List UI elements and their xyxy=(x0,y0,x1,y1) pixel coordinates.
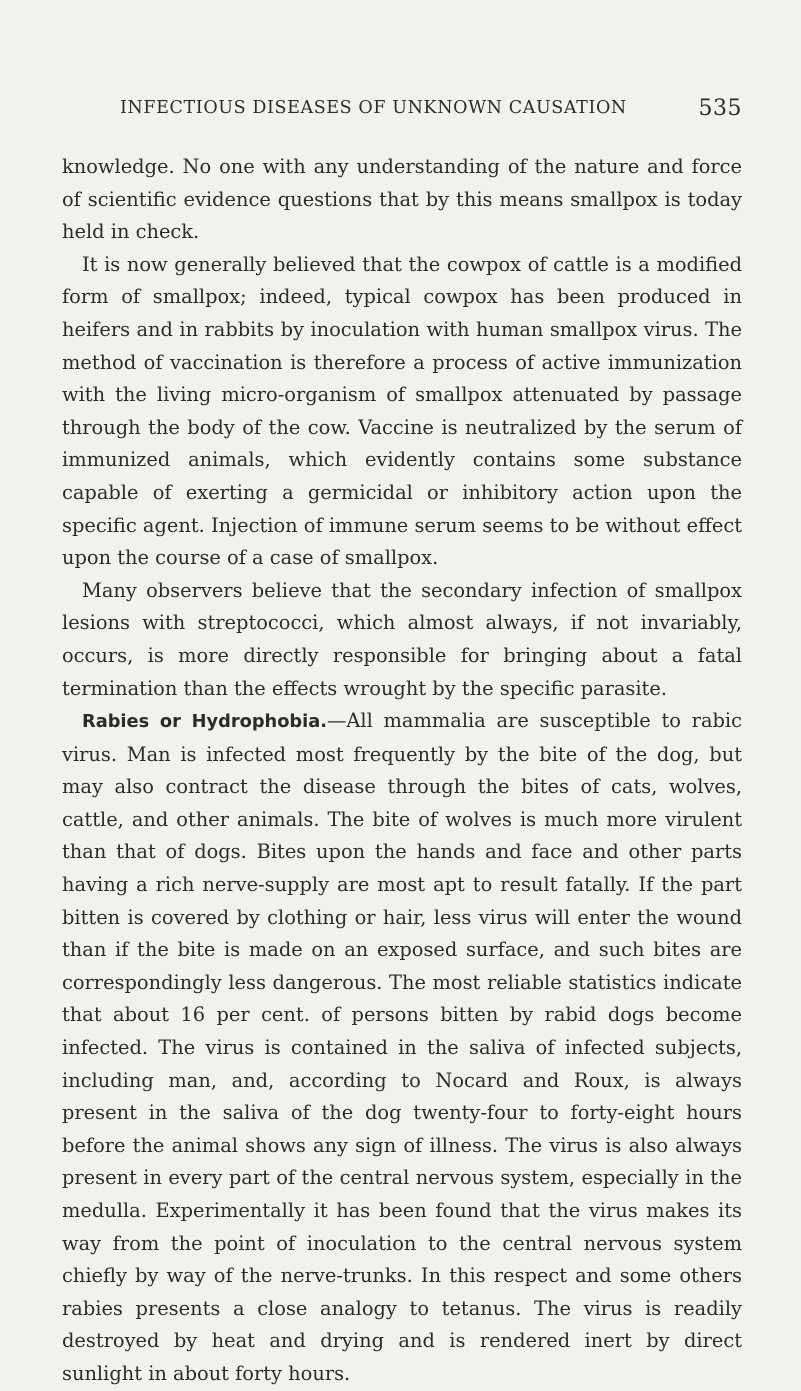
page-number: 535 xyxy=(698,96,742,121)
running-head xyxy=(62,98,742,138)
paragraph-cowpox xyxy=(62,249,742,575)
paragraph-continuation xyxy=(62,151,742,249)
section-heading-rabies: Rabies or Hydrophobia. xyxy=(82,711,328,733)
body-text xyxy=(62,151,742,1391)
book-page xyxy=(62,98,742,1391)
paragraph-rabies xyxy=(62,705,742,1390)
paragraph-text: Many observers believe that the secondary infection of smallpox lesions with streptococci, which almost always, if not invariably, occurs, is more directly responsible for bringing about a fatal termination than the effects wrought by the specific parasite. xyxy=(62,578,742,700)
paragraph-text: —All mammalia are susceptible to rabic virus. Man is infected most frequently by the bite of the dog, but may also contract the disease through the bites of cats, wolves, cattle, and other animals. The bite of wolves is much more virulent than that of dogs. Bites upon the hands and face and other parts having a rich nerve-supply are most apt to result fatally. If the part bitten is covered by clothing or hair, less virus will enter the wound than if the bite is made on an exposed surface, and such bites are correspondingly less dangerous. The most reliable statistics indicate that about 16 per cent. of persons bitten by rabid dogs become infected. The virus is contained in the saliva of infected subjects, including man, and, according to Nocard and Roux, is always present in the saliva of the dog twenty-four to forty-eight hours before the animal shows any sign of illness. The virus is also always present in every part of the central nervous system, especially in the medulla. Experimentally it has been found that the virus makes its way from the point of inoculation to the central nervous system chiefly by way of the nerve-trunks. In this respect and some others rabies presents a close analogy to tetanus. The virus is readily destroyed by heat and drying and is rendered inert by direct sunlight in about forty hours. xyxy=(62,709,742,1385)
paragraph-text: It is now generally believed that the cowpox of cattle is a modified form of smallpox; indeed, typical cowpox has been produced in heifers and in rabbits by inoculation with human smallpox virus. The method of vaccination is therefore a process of active immunization with the living micro-organism of smallpox attenuated by passage through the body of the cow. Vaccine is neutralized by the serum of immunized animals, which evidently contains some substance capable of exerting a germicidal or inhibitory action upon the specific agent. Injection of immune serum seems to be without effect upon the course of a case of smallpox. xyxy=(62,252,742,570)
paragraph-text: knowledge. No one with any understanding of the nature and force of scientific evidence questions that by this means smallpox is today held in check. xyxy=(62,155,742,244)
paragraph-secondary-infection xyxy=(62,575,742,705)
running-title: INFECTIOUS DISEASES OF UNKNOWN CAUSATION xyxy=(120,98,627,118)
